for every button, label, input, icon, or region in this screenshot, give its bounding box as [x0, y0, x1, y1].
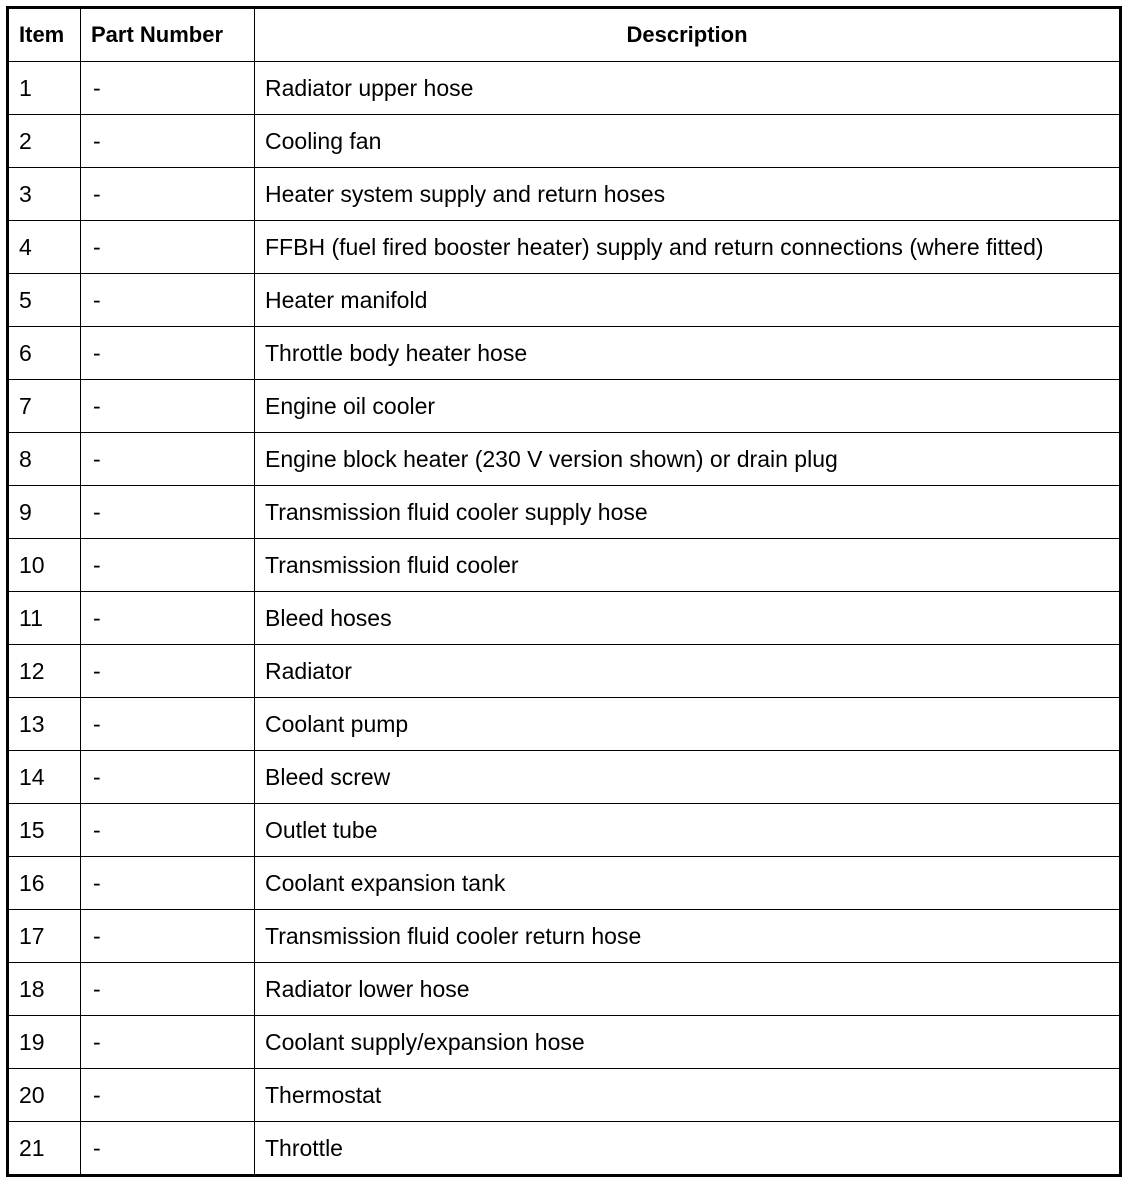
table-row	[8, 115, 1121, 168]
table-row	[8, 274, 1121, 327]
table-row	[8, 698, 1121, 751]
part-number-cell: -	[81, 1016, 255, 1069]
part-number-cell: -	[81, 62, 255, 115]
description-cell: Bleed screw	[255, 751, 1121, 804]
part-number-cell: -	[81, 910, 255, 963]
column-header-item: Item	[8, 8, 81, 62]
table-row	[8, 645, 1121, 698]
description-cell: Heater manifold	[255, 274, 1121, 327]
item-number-cell: 20	[8, 1069, 81, 1122]
part-number-cell: -	[81, 115, 255, 168]
description-cell: Transmission fluid cooler return hose	[255, 910, 1121, 963]
item-number-cell: 6	[8, 327, 81, 380]
item-number-cell: 5	[8, 274, 81, 327]
item-number-cell: 11	[8, 592, 81, 645]
part-number-cell: -	[81, 1122, 255, 1176]
description-cell: Coolant pump	[255, 698, 1121, 751]
table-row	[8, 433, 1121, 486]
part-number-cell: -	[81, 433, 255, 486]
table-row	[8, 327, 1121, 380]
column-header-part-number: Part Number	[81, 8, 255, 62]
part-number-cell: -	[81, 804, 255, 857]
table-header-row	[8, 8, 1121, 62]
description-cell: Throttle body heater hose	[255, 327, 1121, 380]
description-cell: Radiator lower hose	[255, 963, 1121, 1016]
part-number-cell: -	[81, 592, 255, 645]
table-row	[8, 751, 1121, 804]
item-number-cell: 9	[8, 486, 81, 539]
item-number-cell: 17	[8, 910, 81, 963]
description-cell: Engine oil cooler	[255, 380, 1121, 433]
part-number-cell: -	[81, 963, 255, 1016]
item-number-cell: 19	[8, 1016, 81, 1069]
part-number-cell: -	[81, 486, 255, 539]
part-number-cell: -	[81, 1069, 255, 1122]
item-number-cell: 13	[8, 698, 81, 751]
table-row	[8, 1016, 1121, 1069]
part-number-cell: -	[81, 221, 255, 274]
table-row	[8, 168, 1121, 221]
table-row	[8, 486, 1121, 539]
item-number-cell: 18	[8, 963, 81, 1016]
item-number-cell: 12	[8, 645, 81, 698]
description-cell: Throttle	[255, 1122, 1121, 1176]
description-cell: FFBH (fuel fired booster heater) supply and return connections (where fitted)	[255, 221, 1121, 274]
table-row	[8, 804, 1121, 857]
table-row	[8, 963, 1121, 1016]
table-row	[8, 592, 1121, 645]
item-number-cell: 14	[8, 751, 81, 804]
part-number-cell: -	[81, 327, 255, 380]
item-number-cell: 1	[8, 62, 81, 115]
item-number-cell: 10	[8, 539, 81, 592]
description-cell: Coolant expansion tank	[255, 857, 1121, 910]
table-row	[8, 539, 1121, 592]
table-row	[8, 857, 1121, 910]
description-cell: Thermostat	[255, 1069, 1121, 1122]
description-cell: Transmission fluid cooler	[255, 539, 1121, 592]
item-number-cell: 3	[8, 168, 81, 221]
table-row	[8, 62, 1121, 115]
part-number-cell: -	[81, 380, 255, 433]
item-number-cell: 8	[8, 433, 81, 486]
description-cell: Engine block heater (230 V version shown) or drain plug	[255, 433, 1121, 486]
item-number-cell: 4	[8, 221, 81, 274]
description-cell: Radiator upper hose	[255, 62, 1121, 115]
column-header-description: Description	[255, 8, 1121, 62]
description-cell: Transmission fluid cooler supply hose	[255, 486, 1121, 539]
item-number-cell: 15	[8, 804, 81, 857]
table-row	[8, 1069, 1121, 1122]
part-number-cell: -	[81, 751, 255, 804]
description-cell: Radiator	[255, 645, 1121, 698]
table-row	[8, 221, 1121, 274]
description-cell: Outlet tube	[255, 804, 1121, 857]
item-number-cell: 2	[8, 115, 81, 168]
description-cell: Bleed hoses	[255, 592, 1121, 645]
part-number-cell: -	[81, 274, 255, 327]
description-cell: Cooling fan	[255, 115, 1121, 168]
part-number-cell: -	[81, 539, 255, 592]
table-row	[8, 910, 1121, 963]
table-row	[8, 380, 1121, 433]
parts-table	[6, 6, 1122, 1177]
description-cell: Heater system supply and return hoses	[255, 168, 1121, 221]
part-number-cell: -	[81, 857, 255, 910]
part-number-cell: -	[81, 698, 255, 751]
description-cell: Coolant supply/expansion hose	[255, 1016, 1121, 1069]
table-row	[8, 1122, 1121, 1176]
item-number-cell: 16	[8, 857, 81, 910]
item-number-cell: 7	[8, 380, 81, 433]
part-number-cell: -	[81, 168, 255, 221]
table-body	[8, 62, 1121, 1176]
item-number-cell: 21	[8, 1122, 81, 1176]
part-number-cell: -	[81, 645, 255, 698]
